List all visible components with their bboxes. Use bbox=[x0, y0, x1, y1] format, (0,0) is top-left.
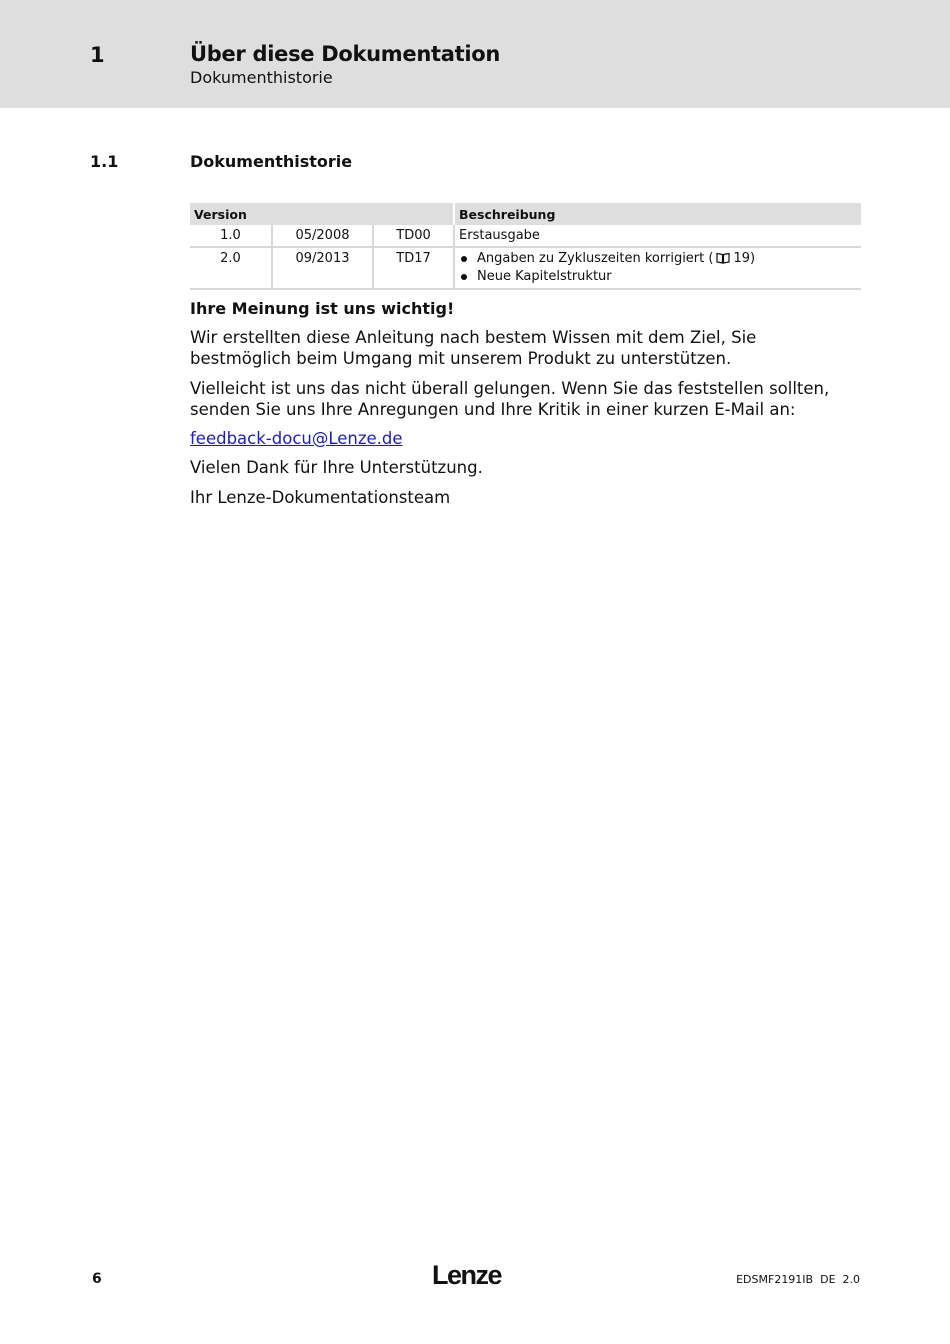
page-reference-link[interactable]: 19) bbox=[733, 251, 756, 266]
section-title: Dokumenthistorie bbox=[190, 152, 353, 171]
column-header-description: Beschreibung bbox=[454, 203, 861, 225]
section-number: 1.1 bbox=[90, 152, 119, 171]
lenze-logo bbox=[432, 1259, 514, 1289]
document-code: EDSMF2191IB DE 2.0 bbox=[736, 1273, 860, 1286]
bullet-text: Angaben zu Zykluszeiten korrigiert ( bbox=[477, 251, 714, 266]
feedback-paragraph: Wir erstellten diese Anleitung nach bestem Wissen mit dem Ziel, Sie bestmöglich beim Umgang mit unserem Produkt zu unterstützen. bbox=[190, 328, 757, 368]
date-cell: 09/2013 bbox=[272, 247, 373, 289]
description-bullet-list bbox=[459, 251, 857, 285]
code-cell: TD00 bbox=[373, 225, 454, 247]
date-cell: 05/2008 bbox=[272, 225, 373, 247]
bullet-text: Neue Kapitelstruktur bbox=[477, 269, 612, 284]
list-item bbox=[459, 251, 857, 269]
feedback-email-link[interactable]: feedback-docu@Lenze.de bbox=[190, 429, 403, 448]
description-cell bbox=[454, 247, 861, 289]
book-icon bbox=[716, 252, 730, 269]
version-cell: 2.0 bbox=[190, 247, 272, 289]
table-header-row bbox=[190, 203, 861, 225]
chapter-header bbox=[0, 0, 950, 108]
feedback-heading: Ihre Meinung ist uns wichtig! bbox=[190, 299, 455, 318]
page-number: 6 bbox=[92, 1271, 102, 1287]
table-row bbox=[190, 225, 861, 247]
list-item bbox=[459, 269, 857, 285]
thanks-text: Vielen Dank für Ihre Unterstützung. bbox=[190, 458, 483, 477]
email-paragraph bbox=[190, 428, 862, 449]
column-header-version: Version bbox=[190, 203, 454, 225]
version-cell: 1.0 bbox=[190, 225, 272, 247]
description-cell: Erstausgabe bbox=[454, 225, 861, 247]
svg-text:Lenze: Lenze bbox=[432, 1260, 502, 1289]
chapter-subtitle: Dokumenthistorie bbox=[190, 68, 333, 87]
feedback-paragraph: Vielleicht ist uns das nicht überall gelungen. Wenn Sie das feststellen sollten, senden Sie uns Ihre Anregungen und Ihre Kritik in einer kurzen E-Mail an: bbox=[190, 379, 830, 419]
code-cell: TD17 bbox=[373, 247, 454, 289]
signature-text: Ihr Lenze-Dokumentationsteam bbox=[190, 488, 451, 507]
document-history-table bbox=[190, 203, 861, 290]
chapter-title: Über diese Dokumentation bbox=[190, 42, 500, 66]
chapter-number: 1 bbox=[90, 43, 105, 67]
table-row bbox=[190, 247, 861, 289]
